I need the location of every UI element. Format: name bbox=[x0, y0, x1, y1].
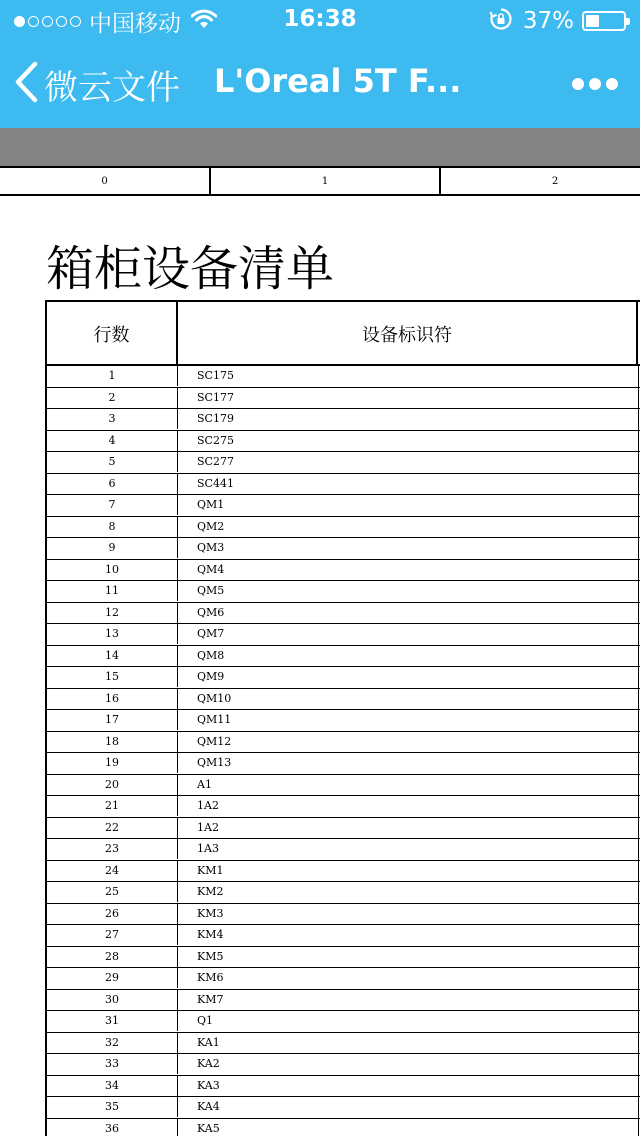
device-identifier-cell: KA5 bbox=[197, 1121, 220, 1135]
device-identifier-cell: SC277 bbox=[197, 455, 234, 468]
clock-time: 16:38 bbox=[283, 6, 357, 32]
table-row bbox=[47, 904, 640, 926]
row-number-cell: 26 bbox=[47, 904, 178, 924]
equipment-table bbox=[45, 300, 640, 1136]
table-row bbox=[47, 753, 640, 775]
device-identifier-cell: QM7 bbox=[197, 627, 225, 640]
column-divider bbox=[638, 775, 639, 796]
back-button-label: 微云文件 bbox=[44, 67, 180, 108]
device-identifier-cell: QM12 bbox=[197, 734, 232, 748]
row-number-cell: 3 bbox=[47, 409, 178, 429]
device-identifier-cell: 1A3 bbox=[197, 842, 219, 855]
device-identifier-cell: A1 bbox=[197, 777, 212, 791]
table-row bbox=[47, 689, 640, 711]
row-number-cell: 18 bbox=[47, 732, 178, 752]
device-identifier-cell: KM3 bbox=[197, 906, 224, 920]
table-row bbox=[47, 1076, 640, 1098]
row-number-cell: 29 bbox=[47, 968, 178, 988]
row-number-cell: 30 bbox=[47, 990, 178, 1010]
table-row bbox=[47, 667, 640, 689]
device-identifier-cell: QM13 bbox=[197, 756, 232, 769]
device-identifier-cell: QM2 bbox=[197, 519, 225, 533]
device-identifier-cell: KA2 bbox=[197, 1057, 220, 1070]
device-identifier-cell: SC441 bbox=[197, 476, 234, 490]
column-divider bbox=[638, 1054, 639, 1075]
table-row bbox=[47, 818, 640, 840]
column-divider bbox=[638, 560, 639, 581]
carrier-name: 中国移动 bbox=[89, 10, 181, 37]
battery-fill bbox=[586, 15, 599, 27]
table-row bbox=[47, 560, 640, 582]
column-divider bbox=[638, 581, 639, 602]
device-identifier-cell: KM6 bbox=[197, 971, 224, 984]
device-identifier-cell: KM5 bbox=[197, 949, 224, 963]
column-divider bbox=[638, 925, 639, 946]
row-number-cell: 19 bbox=[47, 753, 178, 773]
battery-nub bbox=[626, 18, 630, 25]
app-header bbox=[0, 0, 640, 128]
column-divider bbox=[638, 624, 639, 645]
table-row bbox=[47, 624, 640, 646]
column-divider bbox=[638, 818, 639, 839]
column-divider bbox=[638, 796, 639, 817]
ellipsis-dot bbox=[572, 78, 584, 90]
ruler-label: 1 bbox=[211, 168, 441, 194]
device-identifier-cell: SC179 bbox=[197, 412, 234, 425]
table-row bbox=[47, 409, 640, 431]
row-number-cell: 20 bbox=[47, 775, 178, 795]
column-divider bbox=[638, 1011, 639, 1032]
column-divider bbox=[638, 431, 639, 452]
column-divider bbox=[638, 861, 639, 882]
table-row bbox=[47, 603, 640, 625]
column-divider bbox=[638, 603, 639, 624]
row-number-cell: 6 bbox=[47, 474, 178, 494]
table-row bbox=[47, 388, 640, 410]
table-row bbox=[47, 1054, 640, 1076]
device-identifier-cell: QM3 bbox=[197, 541, 225, 554]
row-number-cell: 10 bbox=[47, 560, 178, 580]
device-identifier-cell: KM4 bbox=[197, 928, 224, 941]
table-row bbox=[47, 732, 640, 754]
row-number-cell: 13 bbox=[47, 624, 178, 644]
row-number-cell: 23 bbox=[47, 839, 178, 859]
row-number-cell: 17 bbox=[47, 710, 178, 730]
column-divider bbox=[638, 452, 639, 473]
table-row bbox=[47, 431, 640, 453]
battery-icon bbox=[582, 11, 626, 31]
status-bar bbox=[0, 0, 640, 40]
device-identifier-cell: QM11 bbox=[197, 713, 232, 726]
row-number-cell: 7 bbox=[47, 495, 178, 515]
page-title: L'Oreal 5T F... bbox=[214, 62, 462, 100]
document-top-band bbox=[0, 128, 640, 166]
device-identifier-cell: SC275 bbox=[197, 433, 234, 447]
table-row bbox=[47, 1119, 640, 1136]
column-ruler bbox=[0, 166, 640, 196]
table-row bbox=[47, 990, 640, 1012]
column-divider bbox=[638, 882, 639, 903]
device-identifier-cell: SC175 bbox=[197, 369, 234, 382]
table-row bbox=[47, 538, 640, 560]
table-header bbox=[45, 300, 640, 366]
device-identifier-cell: QM1 bbox=[197, 498, 225, 511]
table-row bbox=[47, 861, 640, 883]
row-number-cell: 21 bbox=[47, 796, 178, 816]
row-number-cell: 11 bbox=[47, 581, 178, 601]
device-identifier-cell: QM8 bbox=[197, 648, 225, 662]
column-divider bbox=[638, 366, 639, 387]
nav-bar bbox=[0, 40, 640, 128]
row-number-cell: 4 bbox=[47, 431, 178, 451]
column-divider bbox=[638, 388, 639, 409]
document-title: 箱柜设备清单 bbox=[46, 241, 335, 297]
device-identifier-cell: KA3 bbox=[197, 1078, 220, 1092]
column-divider bbox=[638, 990, 639, 1011]
device-identifier-cell: KA4 bbox=[197, 1100, 220, 1113]
ellipsis-dot bbox=[606, 78, 618, 90]
table-row bbox=[47, 581, 640, 603]
status-right bbox=[489, 6, 626, 36]
ruler-label: 2 bbox=[441, 168, 640, 194]
device-identifier-cell: SC177 bbox=[197, 390, 234, 404]
table-row bbox=[47, 366, 640, 388]
device-identifier-cell: KM2 bbox=[197, 885, 224, 898]
column-divider bbox=[638, 538, 639, 559]
table-row bbox=[47, 839, 640, 861]
row-number-cell: 27 bbox=[47, 925, 178, 945]
table-body bbox=[45, 366, 640, 1136]
device-identifier-cell: QM5 bbox=[197, 584, 225, 597]
row-number-cell: 15 bbox=[47, 667, 178, 687]
table-row bbox=[47, 710, 640, 732]
column-divider bbox=[638, 1076, 639, 1097]
row-number-cell: 36 bbox=[47, 1119, 178, 1136]
row-number-cell: 1 bbox=[47, 366, 178, 386]
row-number-cell: 5 bbox=[47, 452, 178, 472]
device-identifier-cell: QM4 bbox=[197, 562, 225, 576]
column-divider bbox=[638, 474, 639, 495]
row-number-cell: 32 bbox=[47, 1033, 178, 1053]
rotation-lock-icon bbox=[489, 7, 513, 35]
column-divider bbox=[638, 753, 639, 774]
table-row bbox=[47, 947, 640, 969]
row-number-cell: 33 bbox=[47, 1054, 178, 1074]
table-row bbox=[47, 452, 640, 474]
table-row bbox=[47, 646, 640, 668]
table-row bbox=[47, 775, 640, 797]
more-options-button[interactable] bbox=[572, 70, 618, 98]
table-row bbox=[47, 517, 640, 539]
device-identifier-cell: QM10 bbox=[197, 691, 232, 705]
column-divider bbox=[638, 495, 639, 516]
table-row bbox=[47, 925, 640, 947]
row-number-cell: 35 bbox=[47, 1097, 178, 1117]
column-divider bbox=[638, 646, 639, 667]
device-identifier-cell: Q1 bbox=[197, 1014, 214, 1027]
table-row bbox=[47, 796, 640, 818]
table-row bbox=[47, 968, 640, 990]
table-row bbox=[47, 1097, 640, 1119]
column-divider bbox=[638, 732, 639, 753]
table-row bbox=[47, 1033, 640, 1055]
column-header-identifier: 设备标识符 bbox=[178, 302, 638, 366]
column-header-rows: 行数 bbox=[47, 302, 178, 366]
column-divider bbox=[638, 1097, 639, 1118]
row-number-cell: 22 bbox=[47, 818, 178, 838]
battery-percent: 37% bbox=[522, 8, 574, 34]
column-divider bbox=[638, 689, 639, 710]
device-identifier-cell: 1A2 bbox=[197, 820, 219, 834]
row-number-cell: 24 bbox=[47, 861, 178, 881]
table-row bbox=[47, 495, 640, 517]
row-number-cell: 28 bbox=[47, 947, 178, 967]
ruler-label: 0 bbox=[0, 168, 211, 194]
row-number-cell: 12 bbox=[47, 603, 178, 623]
device-identifier-cell: KA1 bbox=[197, 1035, 220, 1049]
table-row bbox=[47, 882, 640, 904]
back-button[interactable] bbox=[14, 56, 180, 112]
column-divider bbox=[638, 1119, 639, 1136]
table-row bbox=[47, 1011, 640, 1033]
device-identifier-cell: QM6 bbox=[197, 605, 225, 619]
chevron-left-icon bbox=[14, 61, 38, 107]
row-number-cell: 14 bbox=[47, 646, 178, 666]
column-divider bbox=[638, 667, 639, 688]
column-divider bbox=[638, 1033, 639, 1054]
column-divider bbox=[638, 710, 639, 731]
column-divider bbox=[638, 904, 639, 925]
row-number-cell: 34 bbox=[47, 1076, 178, 1096]
ellipsis-dot bbox=[589, 78, 601, 90]
row-number-cell: 9 bbox=[47, 538, 178, 558]
row-number-cell: 16 bbox=[47, 689, 178, 709]
device-identifier-cell: KM1 bbox=[197, 863, 224, 877]
row-number-cell: 8 bbox=[47, 517, 178, 537]
column-divider bbox=[638, 517, 639, 538]
table-row bbox=[47, 474, 640, 496]
column-divider bbox=[638, 839, 639, 860]
row-number-cell: 25 bbox=[47, 882, 178, 902]
column-divider bbox=[638, 968, 639, 989]
row-number-cell: 31 bbox=[47, 1011, 178, 1031]
column-divider bbox=[638, 409, 639, 430]
column-divider bbox=[638, 947, 639, 968]
row-number-cell: 2 bbox=[47, 388, 178, 408]
device-identifier-cell: QM9 bbox=[197, 670, 225, 683]
device-identifier-cell: KM7 bbox=[197, 992, 224, 1006]
device-identifier-cell: 1A2 bbox=[197, 799, 219, 812]
